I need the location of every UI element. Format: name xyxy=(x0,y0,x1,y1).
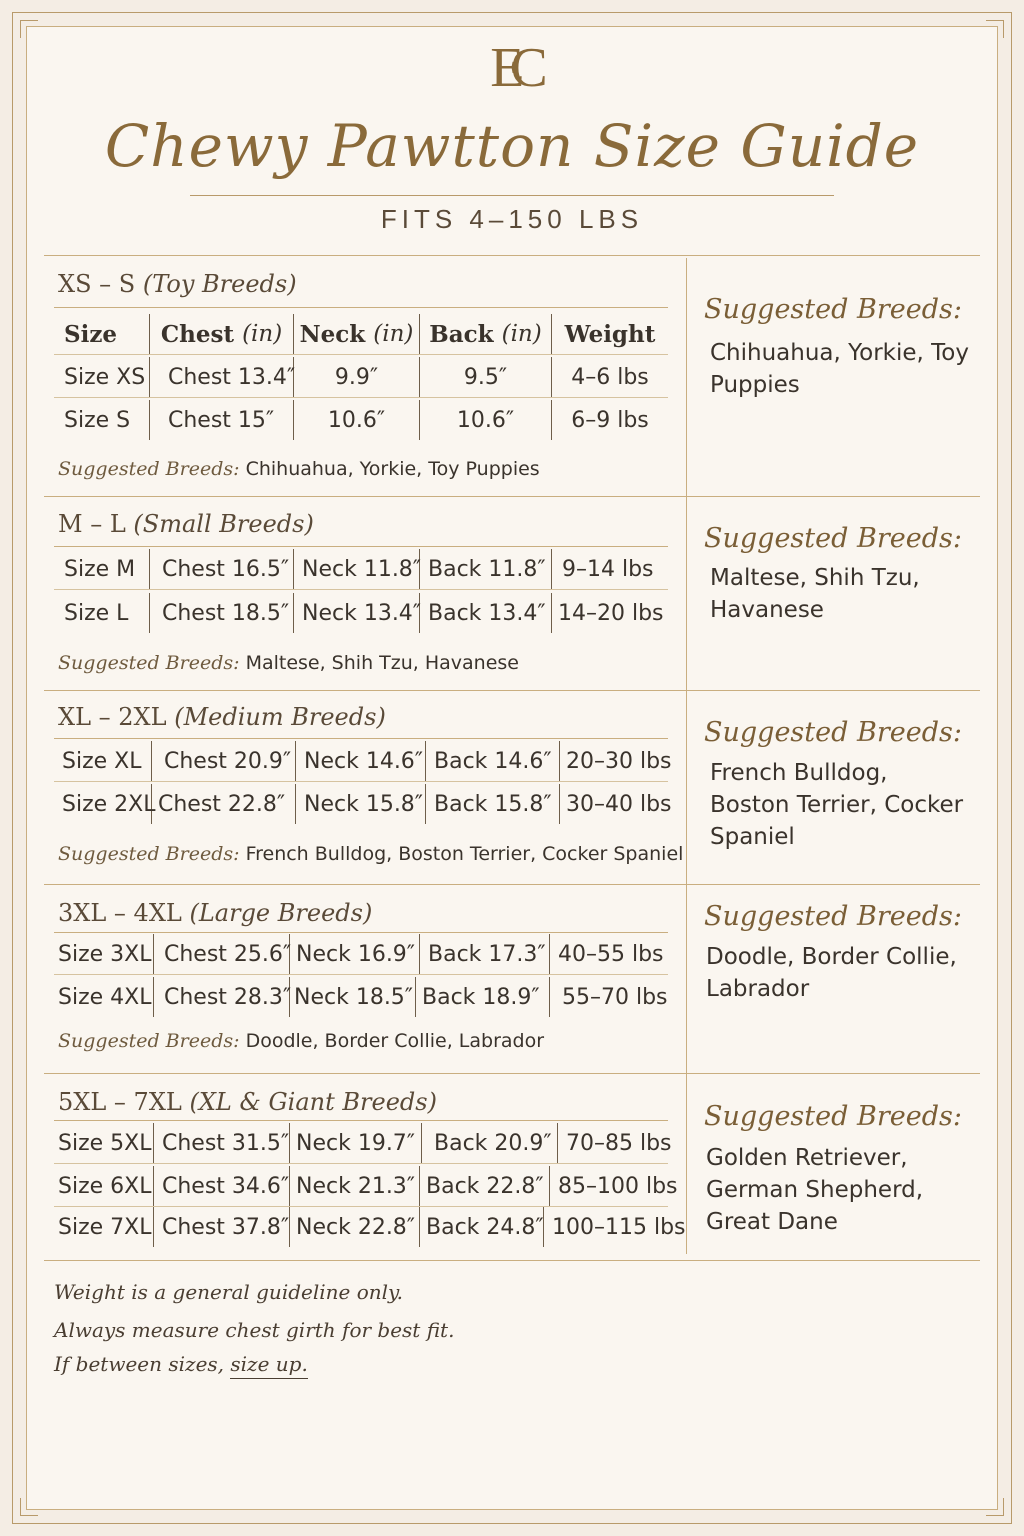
breeds-list: French Bulldog, Boston Terrier, Cocker Spaniel xyxy=(245,843,684,865)
cell-neck: 9.9″ xyxy=(294,357,420,397)
cell-neck: Neck 11.8″ xyxy=(294,549,420,589)
suggested-breeds-line xyxy=(58,652,519,674)
section-group: (XL & Giant Breeds) xyxy=(189,1088,437,1116)
cell-neck: Neck 16.9″ xyxy=(290,934,420,974)
section-title-xs-s xyxy=(58,270,297,298)
note-size-up-prefix: If between sizes, xyxy=(54,1352,225,1376)
breeds-list: Maltese, Shih Tzu, Havanese xyxy=(245,652,519,674)
note-measure-chest: Always measure chest girth for best fit. xyxy=(54,1318,455,1342)
cell-back: Back 13.4″ xyxy=(420,593,552,633)
section-title-m-l xyxy=(58,510,314,538)
note-size-up-emphasis: size up. xyxy=(230,1352,307,1379)
cell-weight: 100–115 lbs xyxy=(552,1214,686,1240)
cell-back: Back 22.8″ xyxy=(420,1166,550,1206)
table-row xyxy=(54,357,674,397)
cell-neck: 10.6″ xyxy=(294,400,420,440)
note-size-up xyxy=(54,1352,308,1376)
row-divider xyxy=(54,589,668,590)
section-range: XL – 2XL xyxy=(58,703,167,731)
cell-chest: Chest 25.6″ xyxy=(154,934,290,974)
weight-range-subtitle: FITS 4–150 LBS xyxy=(380,204,644,234)
section-title-rule xyxy=(54,546,668,547)
section-title-3xl-4xl xyxy=(58,899,372,927)
table-row xyxy=(54,934,674,974)
cell-weight: 4–6 lbs xyxy=(571,364,649,390)
header-size: Size xyxy=(54,314,150,354)
section-group: (Medium Breeds) xyxy=(174,703,386,731)
cell-size: Size 2XL xyxy=(54,784,152,824)
cell-size: Size XL xyxy=(54,741,152,781)
side-breeds-heading: Suggested Breeds: xyxy=(704,523,962,554)
cell-weight: 30–40 lbs xyxy=(566,791,672,817)
cell-chest: Chest 34.6″ xyxy=(154,1166,290,1206)
section-group: (Small Breeds) xyxy=(133,510,314,538)
cell-chest: Chest 22.8″ xyxy=(152,784,296,824)
cell-chest: Chest 20.9″ xyxy=(152,741,296,781)
header-unit: (in) xyxy=(373,321,414,347)
cell-size: Size M xyxy=(54,549,150,589)
cell-chest: Chest 13.4″ xyxy=(150,357,294,397)
table-header-row xyxy=(54,314,674,354)
cell-weight: 14–20 lbs xyxy=(558,600,664,626)
cell-size: Size 5XL xyxy=(54,1123,154,1163)
section-group: (Toy Breeds) xyxy=(142,270,297,298)
cell-weight: 6–9 lbs xyxy=(571,407,649,433)
table-row xyxy=(54,977,674,1017)
cell-size: Size S xyxy=(54,400,150,440)
suggested-breeds-line xyxy=(58,1030,544,1052)
breeds-list: Doodle, Border Collie, Labrador xyxy=(245,1030,545,1052)
cell-chest: Chest 15″ xyxy=(150,400,294,440)
side-breeds-heading: Suggested Breeds: xyxy=(704,294,962,325)
table-row xyxy=(54,784,674,824)
table-row xyxy=(54,1207,686,1247)
header-unit: (in) xyxy=(242,321,283,347)
column-divider xyxy=(686,258,687,1254)
header-neck xyxy=(294,314,420,354)
cell-weight: 40–55 lbs xyxy=(558,941,664,967)
header-back-label: Back xyxy=(429,320,494,348)
cell-neck: Neck 13.4″ xyxy=(294,593,420,633)
section-title-rule xyxy=(54,932,668,933)
row-divider xyxy=(54,1163,668,1164)
corner-ornament xyxy=(986,1498,1004,1516)
row-divider xyxy=(54,354,668,355)
cell-neck: Neck 18.5″ xyxy=(290,977,416,1017)
cell-back: Back 14.6″ xyxy=(426,741,560,781)
cell-size: Size 4XL xyxy=(54,977,154,1017)
section-divider xyxy=(44,884,980,885)
section-range: 3XL – 4XL xyxy=(58,899,182,927)
cell-neck: Neck 21.3″ xyxy=(290,1166,420,1206)
section-divider xyxy=(44,496,980,497)
breeds-label: Suggested Breeds: xyxy=(58,843,240,865)
brand-logo: EC xyxy=(490,37,534,99)
cell-weight: 20–30 lbs xyxy=(566,748,672,774)
cell-neck: Neck 15.8″ xyxy=(296,784,426,824)
section-title-rule xyxy=(54,307,668,308)
header-chest-label: Chest xyxy=(160,320,235,348)
breeds-label: Suggested Breeds: xyxy=(58,458,240,480)
cell-weight: 70–85 lbs xyxy=(566,1130,672,1156)
table-top-divider xyxy=(44,255,980,256)
section-title-rule xyxy=(54,1120,668,1121)
table-row xyxy=(54,593,674,633)
cell-neck: Neck 14.6″ xyxy=(296,741,426,781)
section-group: (Large Breeds) xyxy=(189,899,373,927)
cell-chest: Chest 18.5″ xyxy=(150,593,294,633)
row-divider xyxy=(54,974,668,975)
cell-back: 9.5″ xyxy=(420,357,552,397)
section-range: M – L xyxy=(58,510,126,538)
page-title: Chewy Pawtton Size Guide xyxy=(104,112,920,180)
suggested-breeds-line xyxy=(58,458,540,480)
corner-ornament xyxy=(20,1498,38,1516)
side-breeds-heading: Suggested Breeds: xyxy=(704,717,962,748)
section-title-5xl-7xl xyxy=(58,1088,437,1116)
section-range: XS – S xyxy=(58,270,136,298)
section-divider xyxy=(44,1073,980,1074)
table-row xyxy=(54,741,674,781)
cell-back: Back 24.8″ xyxy=(420,1207,544,1247)
cell-chest: Chest 16.5″ xyxy=(150,549,294,589)
cell-back: Back 17.3″ xyxy=(420,934,550,974)
cell-back: Back 15.8″ xyxy=(426,784,560,824)
side-breeds-list: Doodle, Border Collie, Labrador xyxy=(706,944,957,1002)
cell-chest: Chest 37.8″ xyxy=(154,1207,290,1247)
section-range: 5XL – 7XL xyxy=(58,1088,182,1116)
table-row xyxy=(54,549,674,589)
section-divider xyxy=(44,690,980,691)
side-breeds-list: Maltese, Shih Tzu, Havanese xyxy=(710,565,920,623)
header-weight: Weight xyxy=(564,320,656,348)
cell-size: Size L xyxy=(54,593,150,633)
header-unit: (in) xyxy=(501,321,542,347)
header-back xyxy=(420,314,552,354)
title-divider xyxy=(190,195,834,196)
section-title-xl-2xl xyxy=(58,703,386,731)
table-row xyxy=(54,1166,678,1206)
header-chest xyxy=(150,314,294,354)
table-row xyxy=(54,1123,674,1163)
side-breeds-list: French Bulldog, Boston Terrier, Cocker Spaniel xyxy=(710,760,964,850)
cell-neck: Neck 22.8″ xyxy=(290,1207,420,1247)
cell-weight: 55–70 lbs xyxy=(562,984,668,1010)
section-divider xyxy=(44,1260,980,1261)
side-breeds-heading: Suggested Breeds: xyxy=(704,1101,962,1132)
breeds-label: Suggested Breeds: xyxy=(58,652,240,674)
cell-back: Back 20.9″ xyxy=(422,1123,558,1163)
header-neck-label: Neck xyxy=(299,320,366,348)
suggested-breeds-line xyxy=(58,843,683,865)
cell-back: Back 11.8″ xyxy=(420,549,552,589)
breeds-list: Chihuahua, Yorkie, Toy Puppies xyxy=(245,458,540,480)
cell-size: Size 3XL xyxy=(54,934,154,974)
side-breeds-heading: Suggested Breeds: xyxy=(704,901,962,932)
cell-chest: Chest 28.3″ xyxy=(154,977,290,1017)
cell-size: Size 7XL xyxy=(54,1207,154,1247)
side-breeds-list: Golden Retriever, German Shepherd, Great Dane xyxy=(706,1145,924,1235)
cell-size: Size XS xyxy=(54,357,150,397)
cell-size: Size 6XL xyxy=(54,1166,154,1206)
cell-weight: 85–100 lbs xyxy=(558,1173,678,1199)
cell-chest: Chest 31.5″ xyxy=(154,1123,290,1163)
side-breeds-list: Chihuahua, Yorkie, Toy Puppies xyxy=(710,340,969,398)
table-row xyxy=(54,400,674,440)
breeds-label: Suggested Breeds: xyxy=(58,1030,240,1052)
cell-back: Back 18.9″ xyxy=(416,977,550,1017)
cell-back: 10.6″ xyxy=(420,400,552,440)
cell-neck: Neck 19.7″ xyxy=(290,1123,422,1163)
row-divider xyxy=(54,397,668,398)
note-weight-guideline: Weight is a general guideline only. xyxy=(54,1280,404,1304)
cell-weight: 9–14 lbs xyxy=(562,556,654,582)
row-divider xyxy=(54,781,668,782)
section-title-rule xyxy=(54,738,668,739)
